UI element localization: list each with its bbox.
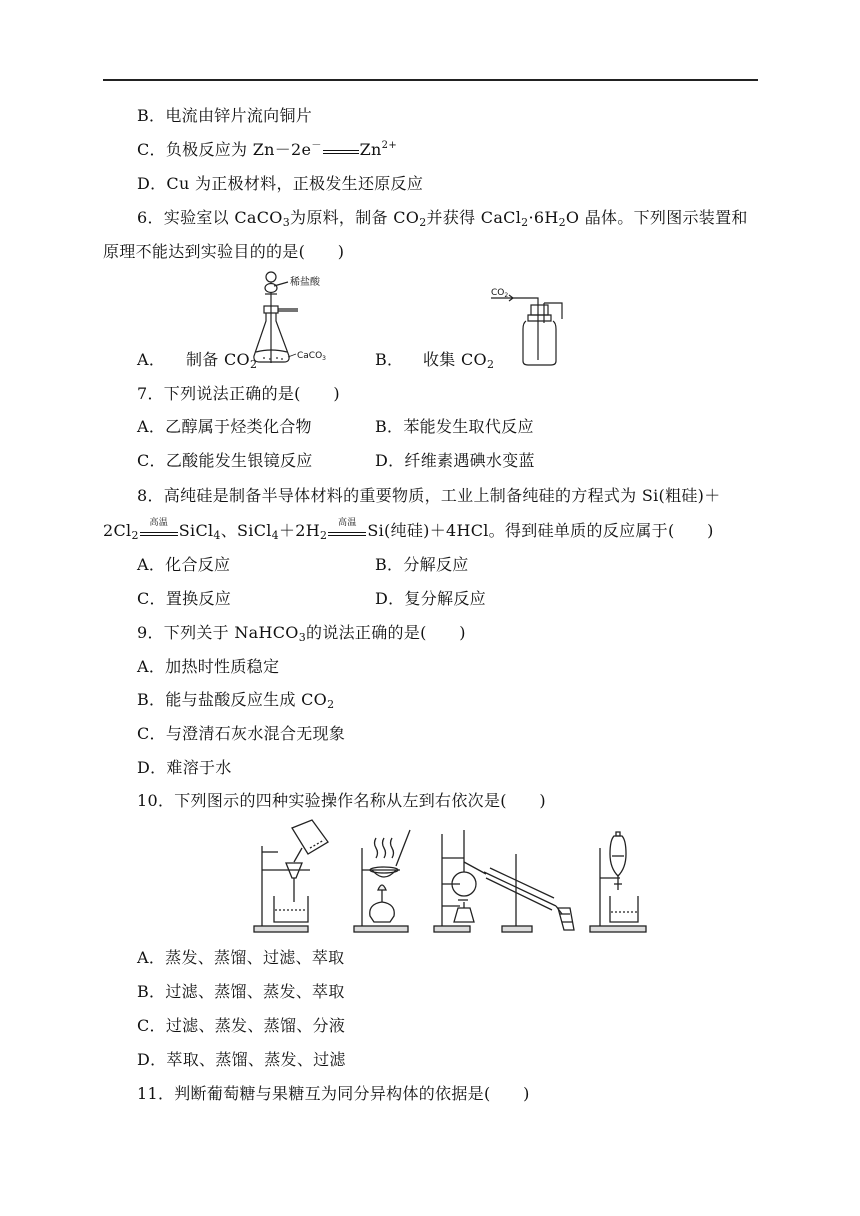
reaction-arrow-2: 高温 — [327, 521, 367, 541]
q10-option-d: D．萃取、蒸馏、蒸发、过滤 — [137, 1050, 346, 1069]
separating-funnel-apparatus — [590, 832, 646, 932]
q8-option-b: B．分解反应 — [375, 555, 469, 574]
q6-option-b-text: 收集 $CO_2$ — [423, 350, 495, 371]
distillation-apparatus — [434, 830, 574, 932]
q5-option-c: C．负极反应为 Zn－2e－ $Zn^{2+}$ — [137, 140, 397, 159]
q8-option-c: C．置换反应 — [137, 589, 232, 608]
q8-stem-line1: 8．高纯硅是制备半导体材料的重要物质，工业上制备纯硅的方程式为 Si(粗硅)＋ — [137, 486, 721, 505]
q7-option-a: A．乙醇属于烃类化合物 — [137, 417, 312, 436]
q10-option-c: C．过滤、蒸发、蒸馏、分液 — [137, 1016, 346, 1035]
lab-operations-figure — [248, 818, 648, 940]
q6-option-a-text: 制备 $CO_2$ — [186, 350, 258, 371]
q9-stem: 9．下列关于 NaHCO$_3$的说法正确的是( ) — [137, 623, 466, 644]
equals-sign — [322, 140, 360, 160]
hydrochloric-acid-label: 稀盐酸 — [290, 277, 320, 288]
q7-stem: 7．下列说法正确的是( ) — [137, 384, 340, 403]
q10-option-a: A．蒸发、蒸馏、过滤、萃取 — [137, 948, 345, 967]
q7-option-c: C．乙酸能发生银镜反应 — [137, 451, 313, 470]
q10-stem: 10．下列图示的四种实验操作名称从左到右依次是( ) — [137, 791, 546, 810]
q9-option-b: B．能与盐酸反应生成 $CO_2$ — [137, 690, 335, 711]
header-rule — [103, 79, 758, 81]
q6-option-b-label: B． — [375, 350, 404, 369]
q11-stem: 11．判断葡萄糖与果糖互为同分异构体的依据是( ) — [137, 1084, 530, 1103]
co2-inlet-label: $CO_2$ — [491, 288, 509, 299]
q6-stem-line1: 6．实验室以 CaCO$_3$为原料，制备 $CO_2$并获得 $CaCl_2\cdot 6H_2O$ 晶体。下列图示装置和 — [137, 208, 748, 229]
q5-option-b: B．电流由锌片流向铜片 — [137, 106, 313, 125]
q7-option-b: B．苯能发生取代反应 — [375, 417, 534, 436]
evaporation-apparatus — [354, 830, 410, 932]
q8-option-a: A．化合反应 — [137, 555, 231, 574]
reaction-arrow-1: 高温 — [139, 521, 179, 541]
filtration-apparatus — [254, 820, 328, 932]
gas-collection-figure — [488, 283, 572, 368]
co2-generator-figure — [250, 268, 342, 368]
q8-stem-line2: $2Cl_2$ 高温 SiCl$_4$、$SiCl_4+2H_2$ 高温 Si(纯硅)＋4HCl。得到硅单质的反应属于( ) — [103, 518, 714, 542]
q6-stem-line2: 原理不能达到实验目的的是( ) — [103, 242, 345, 261]
q7-option-d: D．纤维素遇碘水变蓝 — [375, 451, 535, 470]
q8-option-d: D．复分解反应 — [375, 589, 486, 608]
q5-option-d: D．Cu 为正极材料，正极发生还原反应 — [137, 174, 424, 193]
q9-option-d: D．难溶于水 — [137, 758, 232, 777]
caco3-label: CaCO$_3$ — [297, 351, 326, 362]
q10-option-b: B．过滤、蒸馏、蒸发、萃取 — [137, 982, 345, 1001]
q9-option-c: C．与澄清石灰水混合无现象 — [137, 724, 346, 743]
q6-option-a-label: A． — [137, 350, 166, 369]
q9-option-a: A．加热时性质稳定 — [137, 657, 280, 676]
